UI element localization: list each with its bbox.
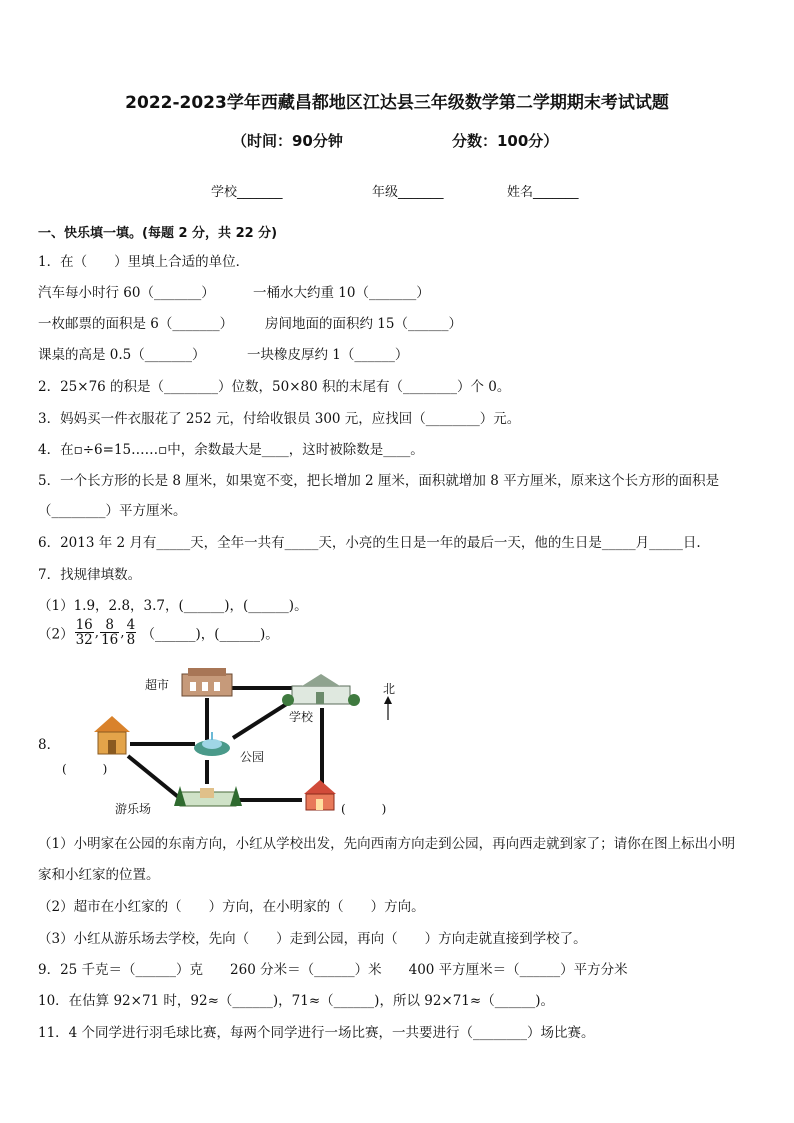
question-7: 7．找规律填数。 bbox=[38, 567, 142, 583]
map-blank-left: ( ) bbox=[62, 762, 108, 776]
question-7-1: （1）1.9，2.8，3.7，(______)，(______)。 bbox=[38, 598, 308, 614]
label-park: 公园 bbox=[240, 750, 265, 764]
exam-time: （时间：90分钟 bbox=[232, 132, 343, 150]
fraction-16-32 bbox=[75, 618, 94, 647]
page-title: 2022-2023学年西藏昌都地区江达县三年级数学第二学期期末考试试题 bbox=[125, 93, 669, 113]
question-9: 9．25 千克＝（______）克 260 分米＝（______）米 400 平方厘米＝（______）平方分米 bbox=[38, 962, 628, 978]
map-blank-right: ( ) bbox=[341, 802, 387, 816]
question-8-2: （2）超市在小红家的（ ）方向，在小明家的（ ）方向。 bbox=[38, 899, 425, 915]
question-1a: 汽车每小时行 60（_______） bbox=[38, 285, 215, 301]
north-arrow-icon bbox=[384, 696, 392, 720]
label-supermarket: 超市 bbox=[145, 678, 170, 692]
question-6: 6．2013 年 2 月有_____天，全年一共有_____天，小亮的生日是一年的最后一天，他的生日是_____月_____日. bbox=[38, 535, 701, 551]
question-8-3: （3）小红从游乐场去学校，先向（ ）走到公园，再向（ ）方向走就直接到学校了。 bbox=[38, 931, 587, 947]
question-10: 10．在估算 92×71 时，92≈（______)，71≈（______)，所以 92×71≈（______)。 bbox=[38, 993, 554, 1009]
label-playground: 游乐场 bbox=[115, 802, 152, 816]
question-8: 8． bbox=[38, 737, 61, 753]
fraction-8-16 bbox=[100, 618, 119, 647]
question-5-line1: 5．一个长方形的长是 8 厘米，如果宽不变，把长增加 2 厘米，面积就增加 8 平方厘米，原来这个长方形的面积是 bbox=[38, 473, 720, 489]
question-5-line2: （________）平方厘米。 bbox=[38, 503, 187, 519]
fraction-numerator: 8 bbox=[100, 618, 119, 633]
house-icon bbox=[304, 780, 336, 810]
fraction-4-8 bbox=[126, 618, 137, 647]
direction-map bbox=[50, 660, 420, 820]
q7-2-prefix: （2） bbox=[38, 626, 74, 643]
school-field: 学校_______ bbox=[211, 185, 283, 200]
fraction-denominator: 32 bbox=[75, 632, 93, 649]
section-heading: 一、快乐填一填。(每题 2 分，共 22 分) bbox=[38, 226, 278, 241]
q7-2-blanks: （______)，(______)。 bbox=[141, 626, 279, 643]
school-icon bbox=[282, 674, 360, 706]
question-3: 3．妈妈买一件衣服花了 252 元，付给收银员 300 元，应找回（________）元。 bbox=[38, 411, 521, 427]
label-north: 北 bbox=[383, 682, 396, 696]
playground-icon bbox=[174, 786, 242, 806]
fraction-denominator: 8 bbox=[126, 632, 136, 649]
question-1b: 一桶水大约重 10（_______） bbox=[253, 285, 430, 301]
grade-field: 年级_______ bbox=[372, 185, 444, 200]
park-icon bbox=[194, 732, 230, 756]
question-1: 1．在（ ）里填上合适的单位． bbox=[38, 254, 250, 270]
fraction-denominator: 16 bbox=[101, 632, 119, 649]
house-icon bbox=[94, 716, 130, 754]
question-4: 4．在▫÷6=15……▫中，余数最大是____，这时被除数是____。 bbox=[38, 442, 424, 458]
question-8-1-line1: （1）小明家在公园的东南方向，小红从学校出发，先向西南方向走到公园，再向西走就到家了；请你在图上标出小明 bbox=[38, 836, 736, 852]
fraction-numerator: 4 bbox=[126, 617, 136, 633]
question-2: 2．25×76 的积是（________）位数，50×80 积的末尾有（________）个 0。 bbox=[38, 379, 511, 395]
question-7-2: （2） $\frac{16}{32}$ , $\frac{8}{16}$ , $\frac{4}{8}$ （______)，(______)。 bbox=[38, 617, 279, 649]
supermarket-icon bbox=[182, 668, 232, 696]
question-8-1-line2: 家和小红家的位置。 bbox=[38, 867, 160, 883]
exam-score: 分数：100分） bbox=[452, 132, 559, 150]
question-1f: 一块橡皮厚约 1（______） bbox=[247, 347, 409, 363]
name-field: 姓名_______ bbox=[507, 185, 579, 200]
question-1c: 一枚邮票的面积是 6（_______） bbox=[38, 316, 234, 332]
question-11: 11．4 个同学进行羽毛球比赛，每两个同学进行一场比赛，一共要进行（________）场比赛。 bbox=[38, 1025, 595, 1041]
fraction-numerator: 16 bbox=[75, 617, 93, 633]
question-1d: 房间地面的面积约 15（______） bbox=[265, 316, 462, 332]
question-1e: 课桌的高是 0.5（_______） bbox=[38, 347, 206, 363]
label-school: 学校 bbox=[289, 710, 314, 724]
